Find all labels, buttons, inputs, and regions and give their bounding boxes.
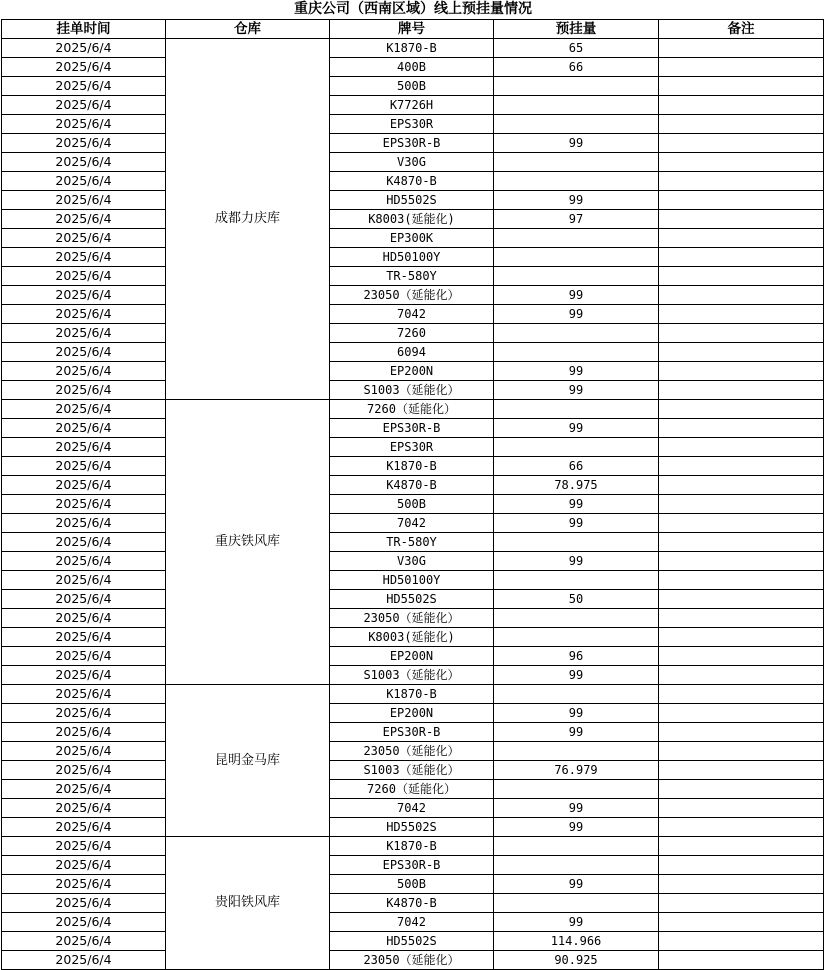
cell-qty[interactable]: 65 [494, 39, 659, 58]
cell-qty[interactable]: 99 [494, 419, 659, 438]
table-row [2, 894, 824, 913]
cell-date[interactable]: 2025/6/4 [2, 229, 166, 248]
table-row [2, 400, 824, 419]
cell-qty[interactable] [494, 77, 659, 96]
cell-date[interactable]: 2025/6/4 [2, 913, 166, 932]
cell-code[interactable]: EPS30R-B [330, 134, 494, 153]
table-row [2, 229, 824, 248]
cell-qty[interactable] [494, 324, 659, 343]
cell-code[interactable]: HD5502S [330, 932, 494, 951]
cell-note[interactable] [659, 495, 824, 514]
cell-date[interactable]: 2025/6/4 [2, 875, 166, 894]
cell-code[interactable]: K8003(延能化) [330, 628, 494, 647]
cell-code[interactable]: HD50100Y [330, 571, 494, 590]
cell-code[interactable]: K4870-B [330, 172, 494, 191]
header-warehouse[interactable]: 仓库 [166, 20, 330, 39]
cell-code[interactable]: EP200N [330, 647, 494, 666]
header-note[interactable]: 备注 [659, 20, 824, 39]
cell-qty[interactable] [494, 400, 659, 419]
cell-date[interactable]: 2025/6/4 [2, 894, 166, 913]
cell-note[interactable] [659, 58, 824, 77]
cell-code[interactable]: HD5502S [330, 590, 494, 609]
cell-date[interactable]: 2025/6/4 [2, 457, 166, 476]
cell-code[interactable]: K4870-B [330, 476, 494, 495]
cell-code[interactable]: HD50100Y [330, 248, 494, 267]
cell-code[interactable]: 500B [330, 77, 494, 96]
cell-date[interactable]: 2025/6/4 [2, 818, 166, 837]
cell-note[interactable] [659, 153, 824, 172]
cell-date[interactable]: 2025/6/4 [2, 685, 166, 704]
cell-note[interactable] [659, 457, 824, 476]
cell-date[interactable]: 2025/6/4 [2, 77, 166, 96]
cell-code[interactable]: K1870-B [330, 457, 494, 476]
cell-warehouse[interactable]: 昆明金马库 [166, 685, 330, 837]
cell-code[interactable]: K7726H [330, 96, 494, 115]
cell-code[interactable]: V30G [330, 153, 494, 172]
table-row [2, 191, 824, 210]
cell-date[interactable]: 2025/6/4 [2, 172, 166, 191]
cell-note[interactable] [659, 704, 824, 723]
table-row [2, 514, 824, 533]
cell-note[interactable] [659, 837, 824, 856]
cell-qty[interactable] [494, 894, 659, 913]
table-row [2, 742, 824, 761]
cell-date[interactable]: 2025/6/4 [2, 932, 166, 951]
cell-note[interactable] [659, 856, 824, 875]
cell-qty[interactable]: 114.966 [494, 932, 659, 951]
cell-qty[interactable] [494, 628, 659, 647]
cell-qty[interactable]: 96 [494, 647, 659, 666]
cell-note[interactable] [659, 742, 824, 761]
cell-note[interactable] [659, 343, 824, 362]
cell-note[interactable] [659, 248, 824, 267]
cell-date[interactable]: 2025/6/4 [2, 666, 166, 685]
cell-note[interactable] [659, 134, 824, 153]
cell-note[interactable] [659, 400, 824, 419]
cell-qty[interactable] [494, 609, 659, 628]
cell-note[interactable] [659, 229, 824, 248]
cell-code[interactable]: EP200N [330, 704, 494, 723]
cell-code[interactable]: 7042 [330, 913, 494, 932]
cell-qty[interactable]: 99 [494, 799, 659, 818]
cell-date[interactable]: 2025/6/4 [2, 951, 166, 970]
cell-note[interactable] [659, 685, 824, 704]
cell-note[interactable] [659, 818, 824, 837]
cell-qty[interactable] [494, 248, 659, 267]
cell-date[interactable]: 2025/6/4 [2, 495, 166, 514]
table-row [2, 685, 824, 704]
cell-qty[interactable] [494, 96, 659, 115]
cell-note[interactable] [659, 438, 824, 457]
cell-date[interactable]: 2025/6/4 [2, 476, 166, 495]
cell-date[interactable]: 2025/6/4 [2, 153, 166, 172]
cell-code[interactable]: 7042 [330, 514, 494, 533]
table-row [2, 552, 824, 571]
cell-qty[interactable]: 66 [494, 58, 659, 77]
cell-note[interactable] [659, 324, 824, 343]
cell-code[interactable]: EPS30R [330, 115, 494, 134]
cell-date[interactable]: 2025/6/4 [2, 533, 166, 552]
cell-note[interactable] [659, 362, 824, 381]
preorder-table [1, 19, 824, 970]
cell-code[interactable]: S1003（延能化） [330, 761, 494, 780]
cell-code[interactable]: 7260（延能化） [330, 780, 494, 799]
table-row [2, 704, 824, 723]
cell-qty[interactable]: 99 [494, 818, 659, 837]
cell-qty[interactable]: 99 [494, 305, 659, 324]
cell-date[interactable]: 2025/6/4 [2, 799, 166, 818]
cell-code[interactable]: EPS30R-B [330, 419, 494, 438]
cell-code[interactable]: 7260（延能化） [330, 400, 494, 419]
cell-date[interactable]: 2025/6/4 [2, 723, 166, 742]
cell-date[interactable]: 2025/6/4 [2, 780, 166, 799]
table-row [2, 77, 824, 96]
cell-code[interactable]: EP300K [330, 229, 494, 248]
cell-code[interactable]: 7260 [330, 324, 494, 343]
cell-date[interactable]: 2025/6/4 [2, 590, 166, 609]
cell-date[interactable]: 2025/6/4 [2, 514, 166, 533]
cell-qty[interactable] [494, 571, 659, 590]
table-row [2, 96, 824, 115]
table-row [2, 419, 824, 438]
table-row [2, 818, 824, 837]
table-row [2, 761, 824, 780]
cell-date[interactable]: 2025/6/4 [2, 400, 166, 419]
cell-code[interactable]: EP200N [330, 362, 494, 381]
cell-code[interactable]: S1003（延能化） [330, 381, 494, 400]
cell-code[interactable]: HD5502S [330, 191, 494, 210]
cell-date[interactable]: 2025/6/4 [2, 704, 166, 723]
table-row [2, 590, 824, 609]
cell-date[interactable]: 2025/6/4 [2, 191, 166, 210]
table-row [2, 153, 824, 172]
cell-note[interactable] [659, 590, 824, 609]
cell-qty[interactable]: 99 [494, 552, 659, 571]
cell-code[interactable]: EPS30R [330, 438, 494, 457]
cell-note[interactable] [659, 191, 824, 210]
cell-note[interactable] [659, 533, 824, 552]
cell-qty[interactable]: 76.979 [494, 761, 659, 780]
header-row [2, 20, 824, 39]
cell-code[interactable]: EPS30R-B [330, 856, 494, 875]
cell-qty[interactable]: 99 [494, 913, 659, 932]
cell-note[interactable] [659, 552, 824, 571]
cell-qty[interactable]: 99 [494, 362, 659, 381]
sheet-title: 重庆公司（西南区域）线上预挂量情况 [294, 1, 532, 17]
cell-code[interactable]: 23050（延能化） [330, 742, 494, 761]
cell-code[interactable]: 500B [330, 875, 494, 894]
cell-qty[interactable]: 99 [494, 875, 659, 894]
cell-date[interactable]: 2025/6/4 [2, 210, 166, 229]
cell-note[interactable] [659, 286, 824, 305]
table-row [2, 343, 824, 362]
cell-qty[interactable]: 50 [494, 590, 659, 609]
cell-code[interactable]: 7042 [330, 305, 494, 324]
table-row [2, 799, 824, 818]
cell-note[interactable] [659, 932, 824, 951]
cell-note[interactable] [659, 39, 824, 58]
cell-date[interactable]: 2025/6/4 [2, 58, 166, 77]
cell-note[interactable] [659, 96, 824, 115]
table-row [2, 324, 824, 343]
cell-note[interactable] [659, 172, 824, 191]
cell-code[interactable]: HD5502S [330, 818, 494, 837]
cell-date[interactable]: 2025/6/4 [2, 609, 166, 628]
cell-note[interactable] [659, 210, 824, 229]
table-body [2, 39, 824, 970]
cell-note[interactable] [659, 875, 824, 894]
table-row [2, 39, 824, 58]
table-row [2, 438, 824, 457]
table-row [2, 248, 824, 267]
table-row [2, 533, 824, 552]
cell-note[interactable] [659, 666, 824, 685]
table-row [2, 286, 824, 305]
cell-date[interactable]: 2025/6/4 [2, 286, 166, 305]
cell-date[interactable]: 2025/6/4 [2, 248, 166, 267]
cell-note[interactable] [659, 761, 824, 780]
table-row [2, 305, 824, 324]
cell-code[interactable]: TR-580Y [330, 533, 494, 552]
cell-qty[interactable] [494, 742, 659, 761]
header-qty[interactable]: 预挂量 [494, 20, 659, 39]
cell-qty[interactable]: 99 [494, 134, 659, 153]
table-row [2, 780, 824, 799]
cell-date[interactable]: 2025/6/4 [2, 571, 166, 590]
cell-note[interactable] [659, 571, 824, 590]
table-row [2, 723, 824, 742]
table-row [2, 134, 824, 153]
cell-warehouse[interactable]: 成都力庆库 [166, 39, 330, 400]
cell-code[interactable]: 6094 [330, 343, 494, 362]
cell-note[interactable] [659, 514, 824, 533]
table-row [2, 476, 824, 495]
cell-qty[interactable] [494, 685, 659, 704]
table-row [2, 932, 824, 951]
cell-code[interactable]: 7042 [330, 799, 494, 818]
cell-date[interactable]: 2025/6/4 [2, 647, 166, 666]
cell-code[interactable]: 23050（延能化） [330, 609, 494, 628]
cell-code[interactable]: K8003(延能化) [330, 210, 494, 229]
cell-date[interactable]: 2025/6/4 [2, 267, 166, 286]
table-row [2, 666, 824, 685]
table-row [2, 58, 824, 77]
cell-note[interactable] [659, 77, 824, 96]
table-row [2, 913, 824, 932]
table-row [2, 951, 824, 970]
header-code[interactable]: 牌号 [330, 20, 494, 39]
cell-code[interactable]: S1003（延能化） [330, 666, 494, 685]
cell-date[interactable]: 2025/6/4 [2, 134, 166, 153]
cell-date[interactable]: 2025/6/4 [2, 362, 166, 381]
cell-date[interactable]: 2025/6/4 [2, 856, 166, 875]
cell-date[interactable]: 2025/6/4 [2, 742, 166, 761]
cell-qty[interactable] [494, 115, 659, 134]
cell-code[interactable]: K1870-B [330, 837, 494, 856]
table-row [2, 609, 824, 628]
cell-note[interactable] [659, 419, 824, 438]
cell-qty[interactable] [494, 438, 659, 457]
cell-code[interactable]: K1870-B [330, 685, 494, 704]
cell-qty[interactable] [494, 533, 659, 552]
table-row [2, 837, 824, 856]
cell-warehouse[interactable]: 贵阳铁风库 [166, 837, 330, 970]
cell-code[interactable]: 23050（延能化） [330, 286, 494, 305]
cell-qty[interactable] [494, 780, 659, 799]
cell-code[interactable]: K1870-B [330, 39, 494, 58]
table-row [2, 362, 824, 381]
table-row [2, 457, 824, 476]
cell-note[interactable] [659, 305, 824, 324]
cell-qty[interactable] [494, 837, 659, 856]
cell-qty[interactable]: 99 [494, 286, 659, 305]
table-row [2, 628, 824, 647]
cell-date[interactable]: 2025/6/4 [2, 381, 166, 400]
table-row [2, 172, 824, 191]
cell-note[interactable] [659, 609, 824, 628]
cell-date[interactable]: 2025/6/4 [2, 552, 166, 571]
cell-note[interactable] [659, 913, 824, 932]
cell-qty[interactable]: 78.975 [494, 476, 659, 495]
cell-date[interactable]: 2025/6/4 [2, 305, 166, 324]
cell-date[interactable]: 2025/6/4 [2, 628, 166, 647]
cell-code[interactable]: EPS30R-B [330, 723, 494, 742]
table-row [2, 495, 824, 514]
cell-note[interactable] [659, 647, 824, 666]
cell-note[interactable] [659, 780, 824, 799]
cell-date[interactable]: 2025/6/4 [2, 39, 166, 58]
cell-code[interactable]: TR-580Y [330, 267, 494, 286]
cell-code[interactable]: V30G [330, 552, 494, 571]
cell-qty[interactable] [494, 229, 659, 248]
cell-note[interactable] [659, 476, 824, 495]
header-date[interactable]: 挂单时间 [2, 20, 166, 39]
cell-note[interactable] [659, 381, 824, 400]
cell-date[interactable]: 2025/6/4 [2, 761, 166, 780]
cell-qty[interactable] [494, 856, 659, 875]
table-row [2, 571, 824, 590]
cell-date[interactable]: 2025/6/4 [2, 419, 166, 438]
cell-qty[interactable]: 97 [494, 210, 659, 229]
cell-note[interactable] [659, 723, 824, 742]
cell-qty[interactable]: 99 [494, 704, 659, 723]
cell-qty[interactable]: 99 [494, 381, 659, 400]
cell-qty[interactable]: 99 [494, 514, 659, 533]
cell-qty[interactable]: 90.925 [494, 951, 659, 970]
cell-qty[interactable]: 99 [494, 191, 659, 210]
cell-warehouse[interactable]: 重庆铁风库 [166, 400, 330, 685]
cell-qty[interactable] [494, 172, 659, 191]
table-row [2, 210, 824, 229]
table-row [2, 381, 824, 400]
cell-note[interactable] [659, 267, 824, 286]
cell-code[interactable]: 400B [330, 58, 494, 77]
cell-code[interactable]: 23050（延能化） [330, 951, 494, 970]
table-row [2, 875, 824, 894]
cell-qty[interactable]: 99 [494, 723, 659, 742]
table-row [2, 856, 824, 875]
cell-date[interactable]: 2025/6/4 [2, 438, 166, 457]
cell-date[interactable]: 2025/6/4 [2, 115, 166, 134]
cell-note[interactable] [659, 894, 824, 913]
cell-note[interactable] [659, 799, 824, 818]
cell-qty[interactable] [494, 153, 659, 172]
cell-date[interactable]: 2025/6/4 [2, 324, 166, 343]
cell-qty[interactable]: 99 [494, 666, 659, 685]
cell-code[interactable]: 500B [330, 495, 494, 514]
cell-qty[interactable] [494, 343, 659, 362]
cell-date[interactable]: 2025/6/4 [2, 96, 166, 115]
cell-note[interactable] [659, 951, 824, 970]
cell-qty[interactable]: 99 [494, 495, 659, 514]
table-row [2, 647, 824, 666]
cell-qty[interactable]: 66 [494, 457, 659, 476]
table-row [2, 267, 824, 286]
cell-code[interactable]: K4870-B [330, 894, 494, 913]
cell-date[interactable]: 2025/6/4 [2, 343, 166, 362]
cell-date[interactable]: 2025/6/4 [2, 837, 166, 856]
cell-note[interactable] [659, 628, 824, 647]
table-row [2, 115, 824, 134]
cell-note[interactable] [659, 115, 824, 134]
cell-qty[interactable] [494, 267, 659, 286]
